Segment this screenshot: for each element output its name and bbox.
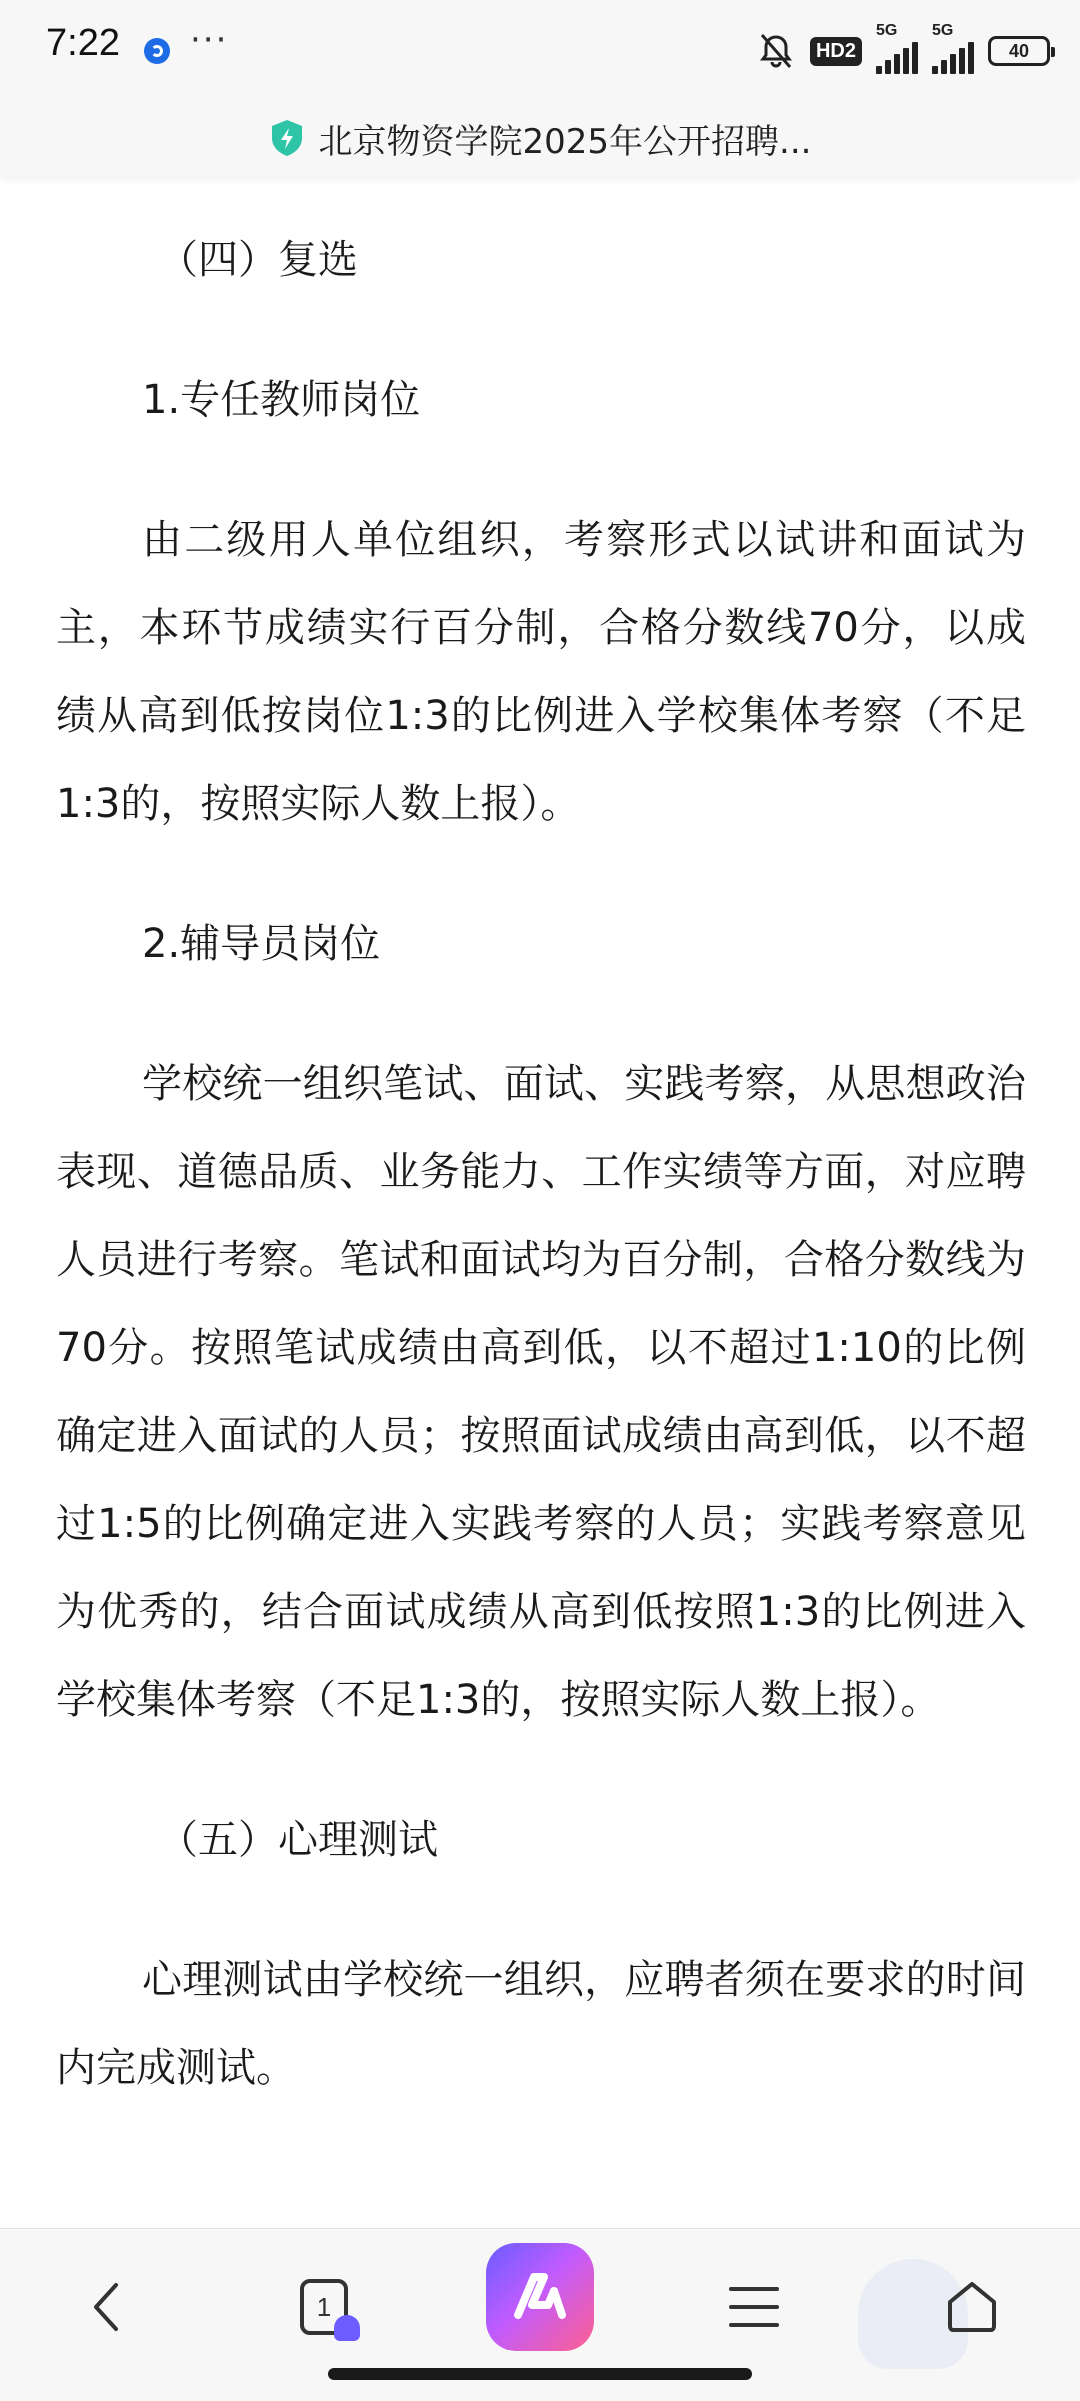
paragraph-psych-test: 心理测试由学校统一组织，应聘者须在要求的时间内完成测试。: [56, 1957, 1026, 2091]
tabs-button[interactable]: [276, 2259, 372, 2355]
home-gesture-bar[interactable]: [328, 2368, 752, 2380]
signal-2-label: 5G: [932, 22, 954, 39]
back-button[interactable]: [58, 2259, 154, 2355]
app-notification-icon: [144, 38, 170, 64]
paragraph-teacher-post: 由二级用人单位组织，考察形式以试讲和面试为主，本环节成绩实行百分制，合格分数线70分，以成绩从高到低按岗位1:3的比例进入学校集体考察（不足1:3的，按照实际人数上报）。: [56, 517, 1026, 827]
tabs-icon: [300, 2279, 348, 2335]
status-bar: [0, 0, 1080, 100]
more-notifications-icon: ···: [190, 20, 229, 60]
ai-logo-icon: [508, 2265, 572, 2329]
ai-assistant-button[interactable]: [486, 2243, 594, 2351]
menu-icon: [729, 2285, 779, 2329]
section-heading-psych-test: （五）心理测试: [158, 1817, 438, 1863]
subheading-counselor-post: 2.辅导员岗位: [142, 921, 381, 967]
bell-muted-icon: [756, 31, 796, 71]
subheading-teacher-post: 1.专任教师岗位: [142, 377, 421, 423]
section-heading-review: （四）复选: [158, 237, 358, 283]
battery-icon: [988, 36, 1050, 66]
home-button[interactable]: [924, 2259, 1020, 2355]
signal-strength-1-icon: [876, 22, 918, 74]
paragraph-counselor-post: 学校统一组织笔试、面试、实践考察，从思想政治表现、道德品质、业务能力、工作实绩等方面，对应聘人员进行考察。笔试和面试均为百分制，合格分数线为70分。按照笔试成绩由高到低，以不超过1:10的比例确定进入面试的人员；按照面试成绩由高到低，以不超过1:5的比例确定进入实践考察的人员；实践考察意见为优秀的，结合面试成绩从高到低按照1:3的比例进入学校集体考察（不足1:3的，按照实际人数上报）。: [56, 1061, 1026, 1723]
incognito-ghost-icon: [334, 2315, 360, 2341]
page-title-bar[interactable]: [0, 100, 1080, 176]
page-title: 北京物资学院2025年公开招聘...: [318, 121, 812, 162]
tab-count-label: 1: [316, 2291, 332, 2322]
battery-level: 40: [1008, 40, 1030, 61]
article-content: [56, 196, 1026, 2164]
hd-voice-badge: HD2: [810, 37, 862, 66]
status-indicators: [756, 22, 1050, 76]
home-icon: [945, 2280, 999, 2334]
status-time: 7:22: [46, 22, 120, 64]
signal-strength-2-icon: [932, 22, 974, 74]
signal-1-label: 5G: [876, 22, 898, 39]
secure-shield-icon: [269, 118, 305, 158]
chevron-left-icon: [86, 2279, 126, 2335]
menu-button[interactable]: [706, 2259, 802, 2355]
